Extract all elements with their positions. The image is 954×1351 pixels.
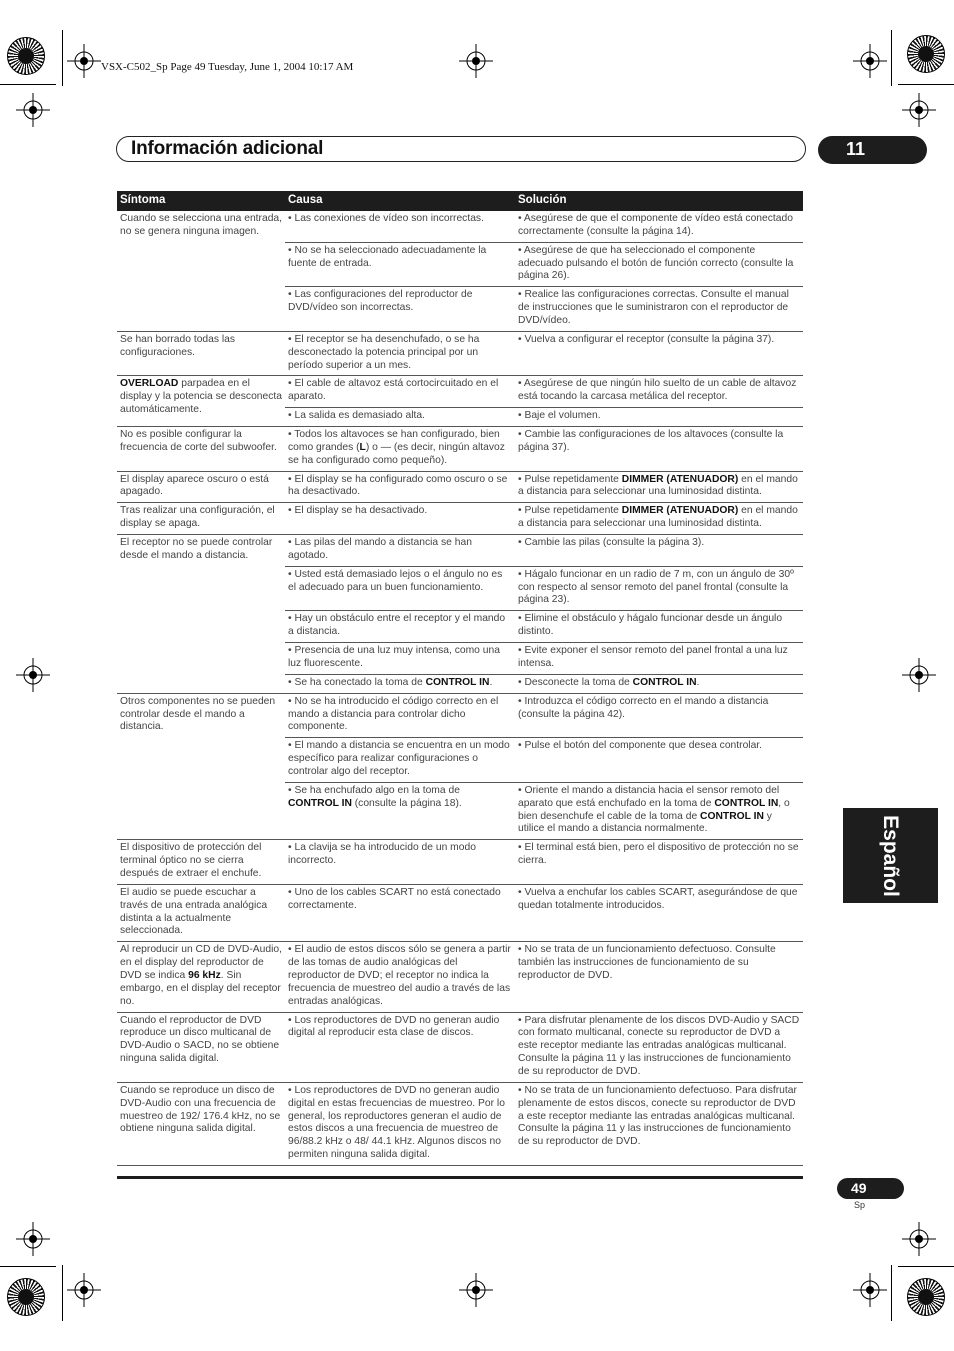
table-row — [117, 503, 803, 535]
color-calibration-rosette-icon — [907, 35, 945, 73]
table-row — [117, 376, 803, 408]
cause-cell: • Los reproductores de DVD no generan audio digital en estas frecuencias de muestreo. Por lo general, los reproductores generan el audio de estos discos a una frecuencia de muestreo de 96/88.2 kHz o 48/ 44.1 kHz. Algunos discos no permiten ninguna salida digital. — [285, 1082, 515, 1165]
table-bottom-rule — [117, 1176, 803, 1179]
column-header-symptom: Síntoma — [117, 191, 285, 211]
section-header — [116, 136, 806, 162]
column-header-solution: Solución — [515, 191, 803, 211]
registration-mark-icon — [67, 44, 101, 78]
crop-line — [0, 84, 56, 85]
symptom-cell: No es posible configurar la frecuencia de corte del subwoofer. — [117, 427, 285, 472]
cause-cell: • No se ha introducido el código correcto en el mando a distancia para controlar dicho componente. — [285, 693, 515, 738]
table-body — [117, 211, 803, 1166]
registration-mark-icon — [853, 44, 887, 78]
symptom-cell: Otros componentes no se pueden controlar desde el mando a distancia. — [117, 693, 285, 840]
cause-cell: • El display se ha configurado como oscuro o se ha desactivado. — [285, 471, 515, 503]
cause-cell: • Uno de los cables SCART no está conectado correctamente. — [285, 884, 515, 941]
symptom-cell: Cuando se reproduce un disco de DVD-Audio con una frecuencia de muestreo de 192/ 176.4 kHz, no se obtiene ninguna salida digital. — [117, 1082, 285, 1165]
cause-cell: • No se ha seleccionado adecuadamente la fuente de entrada. — [285, 242, 515, 287]
registration-mark-icon — [16, 93, 50, 127]
cause-cell: • La salida es demasiado alta. — [285, 408, 515, 427]
registration-mark-icon — [853, 1273, 887, 1307]
table-row — [117, 884, 803, 941]
solution-cell: • Cambie las configuraciones de los altavoces (consulte la página 37). — [515, 427, 803, 472]
cause-cell: • Se ha conectado la toma de CONTROL IN. — [285, 674, 515, 693]
symptom-cell: Se han borrado todas las configuraciones. — [117, 331, 285, 376]
registration-mark-icon — [902, 658, 936, 692]
cause-cell: • El audio de estos discos sólo se genera a partir de las tomas de audio analógicas del reproductor de DVD; el receptor no indica la frecuencia de muestreo del audio a través de las entradas analógicas. — [285, 942, 515, 1012]
solution-cell: • Realice las configuraciones correctas. Consulte el manual de instrucciones que le suministraron con el reproductor de DVD/vídeo. — [515, 287, 803, 332]
symptom-cell — [117, 376, 285, 427]
symptom-cell: Tras realizar una configuración, el display se apaga. — [117, 503, 285, 535]
table-row — [117, 693, 803, 738]
language-side-tab-label: Español — [879, 815, 902, 897]
solution-cell: • No se trata de un funcionamiento defectuoso. Para disfrutar plenamente de estos discos, conecte su reproductor de DVD a este receptor mediante las entradas analógicas multicanal. Consulte la página 11 y las instrucciones de funcionamiento de su reproductor de DVD. — [515, 1082, 803, 1165]
registration-mark-icon — [459, 1273, 493, 1307]
symptom-text: parpadea en el display y la potencia se desconecta automáticamente. — [120, 378, 282, 416]
symptom-cell: Al reproducir un CD de DVD-Audio, en el display del reproductor de DVD se indica 96 kHz. Sin embargo, en el display del receptor no. — [117, 942, 285, 1012]
symptom-cell: El display aparece oscuro o está apagado. — [117, 471, 285, 503]
table-row — [117, 942, 803, 1012]
registration-mark-icon — [459, 44, 493, 78]
table-row — [117, 427, 803, 472]
cause-cell: • Hay un obstáculo entre el receptor y el mando a distancia. — [285, 611, 515, 643]
solution-cell: • Pulse el botón del componente que desea controlar. — [515, 738, 803, 783]
crop-line — [898, 84, 954, 85]
crop-line — [891, 30, 892, 86]
table-header-row — [117, 191, 803, 211]
cause-cell: • Las configuraciones del reproductor de DVD/vídeo son incorrectas. — [285, 287, 515, 332]
table-row — [117, 535, 803, 567]
crop-line — [62, 30, 63, 86]
solution-cell: • Evite exponer el sensor remoto del panel frontal a una luz intensa. — [515, 643, 803, 675]
solution-cell: • Vuelva a enchufar los cables SCART, asegurándose de que quedan totalmente introducidos. — [515, 884, 803, 941]
symptom-cell: El dispositivo de protección del terminal óptico no se cierra después de extraer el enchufe. — [117, 840, 285, 885]
table-row — [117, 840, 803, 885]
cause-cell: • El display se ha desactivado. — [285, 503, 515, 535]
solution-cell: • No se trata de un funcionamiento defectuoso. Consulte también las instrucciones de funcionamiento de su reproductor de DVD. — [515, 942, 803, 1012]
solution-cell: • Pulse repetidamente DIMMER (ATENUADOR) en el mando a distancia para seleccionar una luminosidad distinta. — [515, 503, 803, 535]
language-side-tab — [843, 808, 938, 903]
cause-cell: • Las conexiones de vídeo son incorrectas. — [285, 211, 515, 242]
table-row — [117, 471, 803, 503]
solution-cell: • Introduzca el código correcto en el mando a distancia (consulte la página 42). — [515, 693, 803, 738]
cause-cell: • Presencia de una luz muy intensa, como una luz fluorescente. — [285, 643, 515, 675]
crop-line — [898, 1266, 954, 1267]
color-calibration-rosette-icon — [7, 1278, 45, 1316]
symptom-cell: El audio se puede escuchar a través de una entrada analógica distinta a la actualmente seleccionada. — [117, 884, 285, 941]
page-number-badge: 49 — [837, 1178, 904, 1199]
table-row — [117, 1012, 803, 1082]
registration-mark-icon — [16, 1222, 50, 1256]
registration-mark-icon — [902, 1222, 936, 1256]
solution-cell: • Asegúrese de que ningún hilo suelto de un cable de altavoz está tocando la carcasa metálica del receptor. — [515, 376, 803, 408]
solution-cell: • Hágalo funcionar en un radio de 7 m, con un ángulo de 30º con respecto al sensor remoto del panel frontal (consulte la página 23). — [515, 566, 803, 611]
print-job-header: VSX-C502_Sp Page 49 Tuesday, June 1, 2004 10:17 AM — [101, 61, 354, 73]
cause-cell: • Los reproductores de DVD no generan audio digital al reproducir esta clase de discos. — [285, 1012, 515, 1082]
solution-cell: • Pulse repetidamente DIMMER (ATENUADOR) en el mando a distancia para seleccionar una luminosidad distinta. — [515, 471, 803, 503]
chapter-number-badge: 11 — [818, 136, 927, 164]
solution-cell: • Para disfrutar plenamente de los discos DVD-Audio y SACD con formato multicanal, conecte su reproductor de DVD a este receptor mediante las entradas analógicas multicanal. Consulte la página 11 y las instrucciones de funcionamiento de su reproductor de DVD. — [515, 1012, 803, 1082]
page-language-code: Sp — [854, 1200, 866, 1210]
symptom-cell: Cuando se selecciona una entrada, no se genera ninguna imagen. — [117, 211, 285, 331]
color-calibration-rosette-icon — [7, 37, 45, 75]
crop-line — [62, 1265, 63, 1321]
crop-line — [0, 1266, 56, 1267]
cause-cell: • El receptor se ha desenchufado, o se ha desconectado la potencia principal por un período superior a un mes. — [285, 331, 515, 376]
cause-cell: • El cable de altavoz está cortocircuitado en el aparato. — [285, 376, 515, 408]
solution-cell: • Cambie las pilas (consulte la página 3). — [515, 535, 803, 567]
registration-mark-icon — [902, 93, 936, 127]
table-row — [117, 1082, 803, 1165]
section-title: Información adicional — [131, 138, 324, 159]
solution-cell: • El terminal está bien, pero el dispositivo de protección no se cierra. — [515, 840, 803, 885]
solution-cell: • Elimine el obstáculo y hágalo funcionar desde un ángulo distinto. — [515, 611, 803, 643]
solution-cell: • Baje el volumen. — [515, 408, 803, 427]
cause-cell: • El mando a distancia se encuentra en un modo específico para realizar configuraciones o controlar algo del receptor. — [285, 738, 515, 783]
solution-cell: • Oriente el mando a distancia hacia el sensor remoto del aparato que está enchufado en la toma de CONTROL IN, o bien desenchufe el cable de la toma de CONTROL IN y utilice el mando a distancia normalmente. — [515, 782, 803, 839]
symptom-cell: El receptor no se puede controlar desde el mando a distancia. — [117, 535, 285, 694]
registration-mark-icon — [67, 1273, 101, 1307]
solution-cell: • Desconecte la toma de CONTROL IN. — [515, 674, 803, 693]
solution-cell: • Asegúrese de que ha seleccionado el componente adecuado pulsando el botón de función correcto (consulte la página 26). — [515, 242, 803, 287]
cause-cell: • Las pilas del mando a distancia se han agotado. — [285, 535, 515, 567]
cause-cell: • Se ha enchufado algo en la toma de CONTROL IN (consulte la página 18). — [285, 782, 515, 839]
table-row — [117, 211, 803, 242]
cause-cell: • Todos los altavoces se han configurado, bien como grandes (L) o — (es decir, ningún altavoz se ha configurado como pequeño). — [285, 427, 515, 472]
troubleshooting-table — [117, 191, 803, 1166]
symptom-cell: Cuando el reproductor de DVD reproduce un disco multicanal de DVD-Audio o SACD, no se obtiene ninguna salida digital. — [117, 1012, 285, 1082]
cause-cell: • Usted está demasiado lejos o el ángulo no es el adecuado para un buen funcionamiento. — [285, 566, 515, 611]
solution-cell: • Vuelva a configurar el receptor (consulte la página 37). — [515, 331, 803, 376]
column-header-cause: Causa — [285, 191, 515, 211]
solution-cell: • Asegúrese de que el componente de vídeo está conectado correctamente (consulte la página 14). — [515, 211, 803, 242]
crop-line — [891, 1265, 892, 1321]
table-row — [117, 331, 803, 376]
color-calibration-rosette-icon — [907, 1278, 945, 1316]
symptom-keyword: OVERLOAD — [120, 378, 179, 390]
cause-cell: • La clavija se ha introducido de un modo incorrecto. — [285, 840, 515, 885]
registration-mark-icon — [16, 658, 50, 692]
